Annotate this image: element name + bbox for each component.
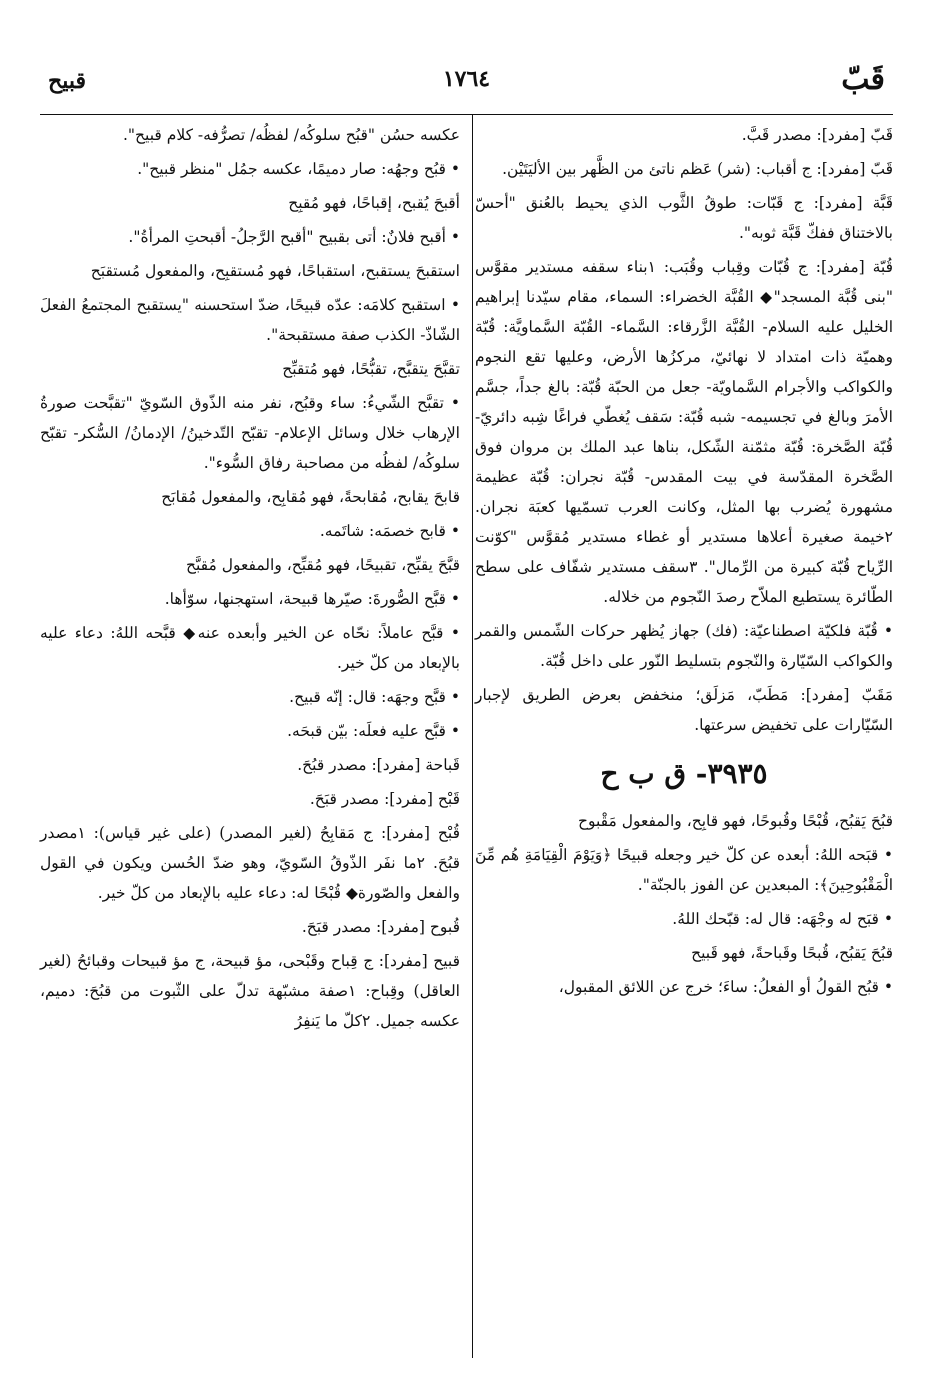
entry: قَبَّة [مفرد]: ج قَبّات: طوقُ الثَّوب الذي يحيط بالعُنق "أحسّ بالاختناق ففكّ قَبَّة ثوبه".: [475, 194, 893, 242]
entry: قَباحة [مفرد]: مصدر قبُحَ.: [297, 756, 460, 774]
entry: • قبُح وجهُه: صار دميمًا، عكسه جمُل "منظر قبيح".: [137, 160, 460, 178]
entry: قابحَ يقابح، مُقابحةً، فهو مُقابِح، والمفعول مُقابَح: [161, 488, 460, 506]
entry: • قبَّح الصُّورةَ: صيّرها قبيحة، استهجنها، سوّأها.: [164, 590, 460, 608]
entry: • قبَّح وجهَه: قال: إنّه قبيح.: [289, 688, 460, 706]
root-heading: ٣٩٣٥- ق ب ح: [600, 757, 768, 790]
entry: قَبّ [مفرد]: ج أقباب: (شر) عَظم ناتئ من الظَّهر بين الأليَتَيْن.: [502, 160, 893, 178]
entry: قُبّة [مفرد]: ج قُبّات وقِباب وقُبَب: ١بناء سقفه مستدير مقوَّس "بنى قُبَّة المسجد"◆ القُبَّة الخضراء: السماء، مقام سيّدنا إبراهيم الخليل عليه السلام- القُبَّة الزَّرقاء: السَّماء- القُبّة السَّماويَّة: قُبّة وهميّة ذات امتداد لا نهائيّ، مركزُها الأرض، وعليها تقع النجوم والكواكب والأجرام السَّماويّة- جعل من الحبّة قُبّة: بالغ جداً، جسَّم الأمرَ وبالغ في تجسيمه- شبه قُبّة: سَقف يُغطّي فراغًا شِبه دائريّ- قُبّة الصَّخرة: قُبّة مثمّنة الشّكل، بناها عبد الملك بن مروان فوق الصَّخرة المقدّسة في بيت المقدس- قُبّة نجران: قُبّة عظيمة مشهورة يُضرب بها المثل، وكانت العرب تسمّيها كعبَة نجران. ٢خيمة صغيرة أعلاها مستدير أو غطاء مستدير مُقوَّس "كوّنت الرِّياح قُبّة كبيرة من الرِّمال". ٣سقف مستدير شفّاف على سطح الطّائرة يستطيع الملاّح رصدَ النّجوم من خلاله.: [475, 258, 893, 606]
entry: قبُحَ يَقبُح، قُبحًا وقَباحةً، فهو قَبيح: [691, 944, 893, 962]
entry: استقبحَ يستقبح، استقباحًا، فهو مُستقبِح، والمفعول مُستقبَح: [90, 262, 460, 280]
page-header: [40, 62, 893, 102]
entry: • أقبح فلانٌ: أتى بقبيح "أقبح الرَّجلُ- أقبحتِ المرأةُ".: [128, 228, 460, 246]
header-rule: [40, 114, 893, 115]
entry: • تقبَّح الشّيءُ: ساء وقبُح، نفر منه الذّوق السّويّ "تقبَّحت صورةُ الإرهاب خلال وسائل الإعلام- تقبّح التّدخينُ/ الإدمانُ/ السُّكر- تقبّح سلوكُه/ لفظُه من مصاحبة رفاق السُّوء".: [40, 394, 460, 472]
header-guide-word-right: قَبّ: [841, 62, 885, 97]
entry: • قبَح له وجْهَه: قال له: قبّحك اللهُ.: [672, 910, 893, 928]
entry: أقبحَ يُقبح، إقباحًا، فهو مُقبِح: [288, 194, 460, 212]
right-column: [475, 120, 893, 1006]
entry: مَقَبّ [مفرد]: مَطَبّ، مَزلَق؛ منخفض بعرض الطريق لإجبار السّيّارات على تخفيض سرعتها.: [475, 686, 893, 734]
column-divider: [472, 114, 473, 1358]
entry: عكسه حسُن "قبُح سلوكُه/ لفظُه/ تصرُّفه- كلام قبيح".: [122, 126, 460, 144]
header-guide-word-left: قبيح: [48, 68, 86, 94]
entry: • قبُح القولُ أو الفعلُ: ساءَ؛ خرج عن اللائق المقبول،: [558, 978, 893, 996]
entry: • قبَّح عاملاً: نحّاه عن الخير وأبعده عنه◆ قبَّحه اللهُ: دعاء عليه بالإبعاد من كلّ خير.: [40, 624, 460, 672]
entry: قَبّ [مفرد]: مصدر قَبَّ.: [741, 126, 893, 144]
entry: • قبَّح عليه فعلَه: بيّن قبحَه.: [287, 722, 460, 740]
entry: • قبَحه اللهُ: أبعده عن كلّ خير وجعله قبيحًا ﴿وَيَوْمَ الْقِيَامَةِ هُم مِّنَ الْمَقْبُوحِينَ﴾: المبعدين عن الفوز بالجنّة".: [475, 846, 893, 894]
entry: قُبْح [مفرد]: ج مَقابِحُ (لغير المصدر) (على غير قياس): ١مصدر قبُحَ. ٢ما نفَر الذّوقُ السّويّ، وهو ضدّ الحُسن ويكون في القول والفعل والصّورة◆ قُبْحًا له: دعاء عليه بالإبعاد من كلّ خير.: [40, 824, 460, 902]
entry: قبيح [مفرد]: ج قِباح وقَبْحى، مؤ قبيحة، ج مؤ قبيحات وقبائحُ (لغير العاقل) وقِباح: ١صفة مشبّهة تدلّ على الثّبوت من قبُحَ: دميم، عكسه جميل. ٢كلّ ما يَنفِرُ: [40, 952, 460, 1030]
entry: قُبوح [مفرد]: مصدر قبَحَ.: [301, 918, 460, 936]
entry: • قابح خصمَه: شاتَمه.: [319, 522, 460, 540]
left-column: [40, 120, 460, 1040]
entry: • قُبّة فلكيّة اصطناعيّة: (فك) جهاز يُظهر حركات الشّمس والقمر والكواكب السّيّارة والنّجوم بتسليط النّور على داخل قُبّة.: [475, 622, 893, 670]
entry: • استقبح كلامَه: عدّه قبيحًا، ضدّ استحسنه "يستقبح المجتمعُ الفعلَ الشّاذّ- الكذب صفة مستقبحة".: [40, 296, 460, 344]
entry: قَبْح [مفرد]: مصدر قبَحَ.: [309, 790, 460, 808]
entry: قبَّحَ يقبِّح، تقبيحًا، فهو مُقبِّح، والمفعول مُقبَّح: [185, 556, 460, 574]
entry: قبُحَ يَقبُح، قُبْحًا وقُبوحًا، فهو قابِح، والمفعول مَقْبوح: [577, 812, 893, 830]
entry: تقبَّحَ يتقبَّح، تقبُّحًا، فهو مُتقبِّح: [282, 360, 460, 378]
page-number: ١٧٦٤: [442, 66, 491, 92]
